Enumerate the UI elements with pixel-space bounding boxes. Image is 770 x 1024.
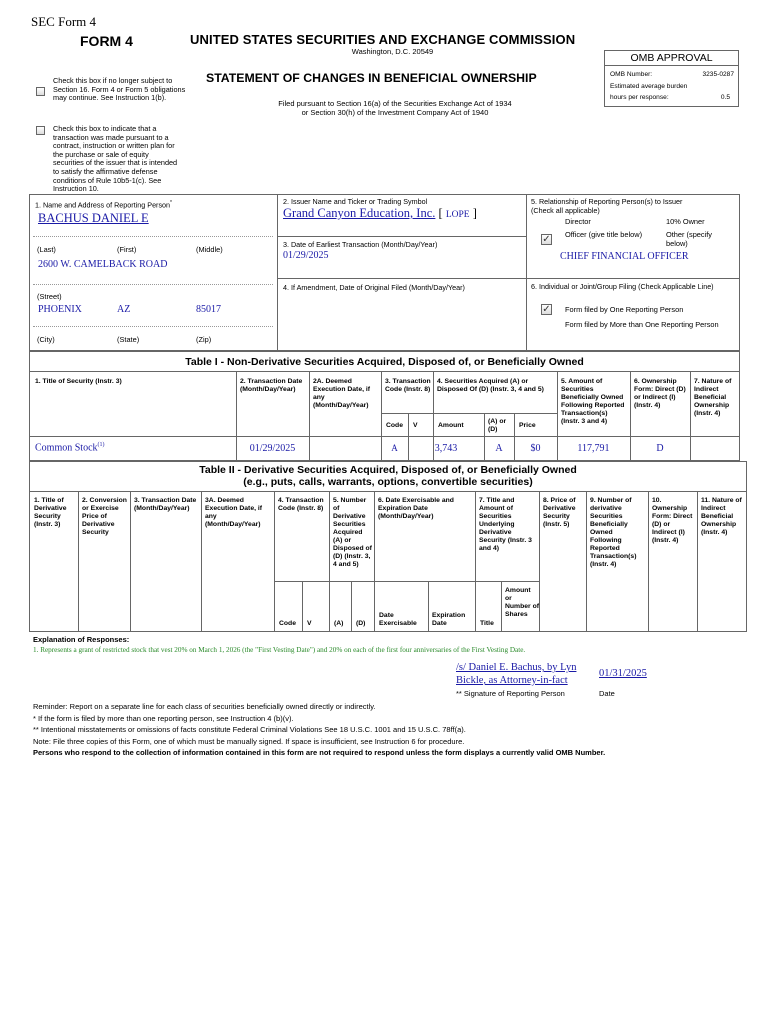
- t1-h-code: 3. Transaction Code (Instr. 8): [385, 378, 431, 393]
- box5-title: 5. Relationship of Reporting Person(s) to Issuer: [531, 197, 683, 206]
- state-label: (State): [117, 335, 140, 344]
- first-label: (First): [117, 245, 137, 254]
- t2-h-date: 3. Transaction Date (Month/Day/Year): [134, 497, 197, 512]
- t1-amount: 3,743: [434, 443, 458, 454]
- t1-h-form: 6. Ownership Form: Direct (D) or Indirect (I) (Instr. 4): [634, 378, 686, 409]
- t2-h-amount-shares: Amount or Number of Shares: [505, 587, 539, 618]
- checkbox-1-text: Check this box if no longer subject to Section 16. Form 4 or Form 5 obligations may continue. See Instruction 1(b).: [53, 76, 186, 103]
- note-reminder: Reminder: Report on a separate line for each class of securities beneficially owned directly or indirectly.: [33, 702, 376, 711]
- t2-h-exercisable: 6. Date Exercisable and Expiration Date (Month/Day/Year): [378, 497, 454, 520]
- city-value: PHOENIX: [38, 304, 82, 315]
- checkbox-2-text: Check this box to indicate that a transaction was made pursuant to a contract, instruction or written plan for the purchase or sale of equity securities of the issuer that is intended to satisfy the affirmative defense conditions of Rule 10b5-1(c). See Instruction 10.: [53, 124, 178, 194]
- t1-security-title: [35, 442, 105, 453]
- t1-h-title: 1. Title of Security (Instr. 3): [35, 378, 122, 385]
- omb-burden-label: Estimated average burden: [610, 83, 688, 90]
- signature-line-1: /s/ Daniel E. Bachus, by Lyn: [456, 662, 577, 673]
- agency-title: UNITED STATES SECURITIES AND EXCHANGE COMMISSION: [190, 32, 576, 47]
- t2-h-title-sub: Title: [480, 620, 494, 627]
- t1-owned: 117,791: [577, 443, 610, 454]
- note-copies: Note: File three copies of this Form, one of which must be manually signed. If space is insufficient, see Instruction 6 for procedure.: [33, 736, 465, 746]
- reporting-person-name[interactable]: BACHUS DANIEL E: [38, 211, 149, 225]
- t2-h-owned: 9. Number of derivative Securities Beneficially Owned Following Reported Transaction(s) (Instr. 4): [590, 497, 637, 568]
- signature-label: ** Signature of Reporting Person: [456, 689, 565, 698]
- zip-value: 85017: [196, 304, 221, 315]
- last-label: (Last): [37, 245, 56, 254]
- t1-h-acquired: 4. Securities Acquired (A) or Disposed Of (D) (Instr. 3, 4 and 5): [437, 378, 544, 393]
- signature-line-2: Bickle, as Attorney-in-fact: [456, 675, 568, 686]
- t1-form: D: [656, 443, 664, 454]
- issuer-name-link[interactable]: Grand Canyon Education, Inc.: [283, 206, 436, 220]
- t2-h-conversion: 2. Conversion or Exercise Price of Derivative Security: [82, 497, 127, 536]
- t1-date: 01/29/2025: [249, 443, 296, 454]
- note-misstatements: ** Intentional misstatements or omissions of facts constitute Federal Criminal Violations See 18 U.S.C. 1001 and 15 U.S.C. 78ff(a).: [33, 725, 466, 734]
- box1-label: 1. Name and Address of Reporting Person*: [35, 200, 172, 210]
- t2-h-date-ex: Date Exercisable: [379, 612, 417, 627]
- one-reporting-person-checkbox[interactable]: ✓: [542, 304, 551, 315]
- t1-price: $0: [530, 443, 541, 454]
- state-value: AZ: [117, 304, 131, 315]
- table-2-subtitle: (e.g., puts, calls, warrants, options, convertible securities): [243, 476, 533, 488]
- street-label: (Street): [37, 292, 62, 301]
- footnote-ref[interactable]: (1): [97, 442, 105, 448]
- option2-label: Form filed by More than One Reporting Person: [565, 320, 719, 329]
- officer-checkbox[interactable]: ✓: [542, 234, 551, 245]
- filed-pursuant-line-1: Filed pursuant to Section 16(a) of the Securities Exchange Act of 1934: [278, 99, 512, 108]
- bracket-close: ]: [472, 206, 477, 220]
- t1-h-code-sub: Code: [386, 422, 403, 429]
- agency-location: Washington, D.C. 20549: [351, 47, 434, 56]
- filed-pursuant: [200, 99, 590, 117]
- signature-value: [456, 661, 576, 687]
- street-value: 2600 W. CAMELBACK ROAD: [38, 259, 168, 270]
- director-label: Director: [565, 217, 591, 226]
- footnote-1: 1. Represents a grant of restricted stock that vest 20% on March 1, 2026 (the "First Vesting Date") and 20% on each of the first four anniversaries of the First Vesting Date.: [33, 646, 526, 654]
- box5-label: [531, 198, 736, 215]
- omb-title: OMB APPROVAL: [605, 51, 738, 66]
- t1-h-v: V: [413, 422, 418, 429]
- statement-title: STATEMENT OF CHANGES IN BENEFICIAL OWNERSHIP: [206, 71, 537, 85]
- t2-h-code: 4. Transaction Code (Instr. 8): [278, 497, 324, 512]
- rule-10b5-checkbox[interactable]: [36, 126, 45, 135]
- explanation-heading: Explanation of Responses:: [33, 635, 130, 644]
- t2-h-number: 5. Number of Derivative Securities Acquired (A) or Disposed of (D) (Instr. 3, 4 and 5): [333, 497, 372, 568]
- earliest-transaction-date: 01/29/2025: [283, 250, 329, 261]
- t2-h-form: 10. Ownership Form: Direct (D) or Indirect (I) (Instr. 4): [652, 497, 693, 544]
- box3-label: 3. Date of Earliest Transaction (Month/Day/Year): [283, 240, 438, 249]
- t1-h-owned: 5. Amount of Securities Beneficially Owned Following Reported Transaction(s) (Instr. 3 and 4): [561, 378, 625, 425]
- t1-aord: A: [495, 443, 503, 454]
- t2-h-title: 1. Title of Derivative Security (Instr. 3): [34, 497, 67, 528]
- t1-h-nature: 7. Nature of Indirect Beneficial Ownership (Instr. 4): [694, 378, 732, 417]
- t2-h-v: V: [307, 620, 312, 627]
- officer-title: CHIEF FINANCIAL OFFICER: [560, 251, 689, 262]
- t2-h-deemed: 3A. Deemed Execution Date, if any (Month/Day/Year): [205, 497, 263, 528]
- table-2-title-line: Table II - Derivative Securities Acquired, Disposed of, or Beneficially Owned: [199, 464, 577, 476]
- t1-h-price: Price: [519, 422, 536, 429]
- box6-label: 6. Individual or Joint/Group Filing (Check Applicable Line): [531, 282, 714, 291]
- ticker-symbol: LOPE: [445, 210, 470, 220]
- omb-approval-box: [604, 50, 739, 107]
- form-label: SEC Form 4: [31, 14, 97, 29]
- omb-number-label: OMB Number:: [610, 71, 653, 78]
- zip-label: (Zip): [196, 335, 212, 344]
- t2-h-code-sub: Code: [279, 620, 296, 627]
- omb-number-value: 3235-0287: [702, 71, 734, 78]
- option1-label: Form filed by One Reporting Person: [565, 305, 684, 314]
- ten-percent-label: 10% Owner: [666, 217, 705, 226]
- omb-hours-value: 0.5: [720, 94, 730, 101]
- security-title-text: Common Stock: [35, 442, 98, 454]
- middle-label: (Middle): [196, 245, 223, 254]
- note-omb-valid: Persons who respond to the collection of information contained in this form are not required to respond unless the form displays a currently valid OMB Number.: [33, 748, 606, 757]
- t1-h-aord: (A) or (D): [488, 418, 507, 433]
- form-name: FORM 4: [80, 33, 133, 49]
- filed-pursuant-line-2: or Section 30(h) of the Investment Company Act of 1940: [301, 108, 489, 117]
- box4-label: 4. If Amendment, Date of Original Filed (Month/Day/Year): [283, 283, 465, 292]
- t1-h-amount: Amount: [438, 422, 464, 429]
- signature-date: 01/31/2025: [599, 668, 647, 679]
- t1-h-deemed: 2A. Deemed Execution Date, if any (Month/Day/Year): [313, 378, 371, 409]
- t2-h-underlying: 7. Title and Amount of Securities Underlying Derivative Security (Instr. 3 and 4): [479, 497, 532, 552]
- officer-label: Officer (give title below): [565, 230, 643, 239]
- t2-h-price: 8. Price of Derivative Security (Instr. 5): [543, 497, 576, 528]
- t1-h-date: 2. Transaction Date (Month/Day/Year): [240, 378, 303, 393]
- t2-h-nature: 11. Nature of Indirect Beneficial Ownership (Instr. 4): [701, 497, 742, 536]
- table-2-title: [29, 464, 747, 488]
- t2-h-d: (D): [356, 620, 366, 627]
- no-longer-subject-checkbox[interactable]: [36, 87, 45, 96]
- t1-code: A: [391, 443, 398, 453]
- date-label: Date: [599, 689, 615, 698]
- issuer-ticker: [283, 206, 477, 221]
- other-label: Other (specify below): [666, 230, 713, 248]
- note-multiple-persons: * If the form is filed by more than one reporting person, see Instruction 4 (b)(v).: [33, 713, 294, 723]
- omb-hours-label: hours per response:: [610, 94, 669, 101]
- city-label: (City): [37, 335, 55, 344]
- bracket-open: [: [438, 206, 443, 220]
- table-1-title: Table I - Non-Derivative Securities Acquired, Disposed of, or Beneficially Owned: [185, 356, 584, 368]
- notes: [33, 701, 753, 759]
- box2-label: 2. Issuer Name and Ticker or Trading Symbol: [283, 197, 428, 206]
- t2-h-a: (A): [334, 620, 344, 627]
- box5-sublabel: (Check all applicable): [531, 205, 600, 215]
- t2-h-exp: Expiration Date: [432, 612, 466, 627]
